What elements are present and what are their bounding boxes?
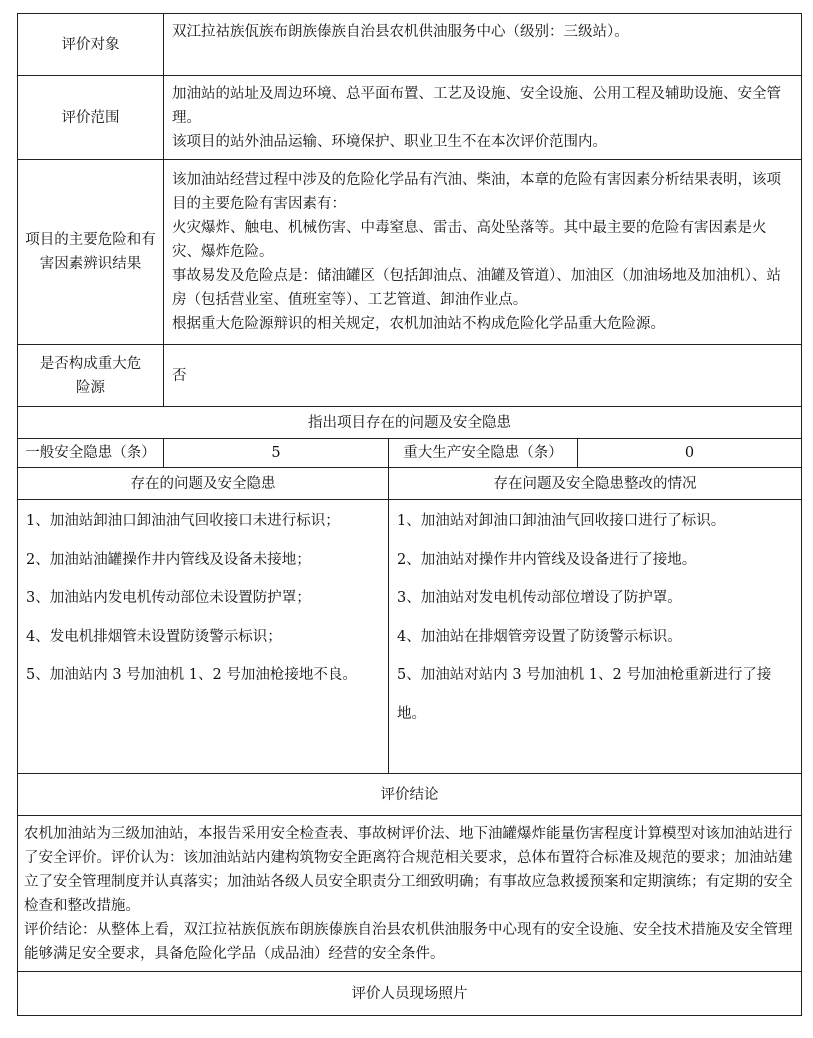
- fix-item: 5、加油站对站内 3 号加油机 1、2 号加油枪重新进行了接地。: [397, 667, 772, 722]
- row-issues: [18, 500, 802, 774]
- hazards-line: 火灾爆炸、触电、机械伤害、中毒窒息、雷击、高处坠落等。其中最主要的危险有害因素是火灾、爆炸危险。: [172, 220, 767, 260]
- scope-label: 评价范围: [18, 76, 164, 160]
- major-hazard-label: 重大生产安全隐患（条）: [389, 439, 578, 467]
- hazards-line: 该加油站经营过程中涉及的危险化学品有汽油、柴油，本章的危险有害因素分析结果表明，该项目的主要危险有害因素有：: [172, 172, 781, 212]
- row-problems-header: [18, 407, 802, 439]
- issue-item: 1、加油站卸油口卸油油气回收接口未进行标识；: [26, 513, 340, 529]
- issues-right-list: [389, 500, 802, 774]
- general-hazard-count: 5: [164, 439, 389, 468]
- major-hazard-count: 0: [684, 445, 695, 461]
- problems-header: 指出项目存在的问题及安全隐患: [18, 407, 802, 439]
- issue-item: 5、加油站内 3 号加油机 1、2 号加油枪接地不良。: [26, 667, 357, 683]
- row-major-source: [18, 345, 802, 407]
- conclusion-content: [18, 816, 802, 972]
- major-source-value: 否: [164, 345, 802, 407]
- scope-line: 加油站的站址及周边环境、总平面布置、工艺及设施、安全设施、公用工程及辅助设施、安全管理。: [172, 85, 781, 126]
- object-value: 双江拉祜族佤族布朗族傣族自治县农机供油服务中心（级别：三级站）。: [164, 14, 802, 76]
- row-counts: [18, 439, 802, 468]
- fix-item: 2、加油站对操作井内管线及设备进行了接地。: [397, 551, 697, 568]
- scope-line: 该项目的站外油品运输、环境保护、职业卫生不在本次评价范围内。: [172, 133, 607, 150]
- scope-content: [164, 76, 802, 160]
- issues-left-header: 存在的问题及安全隐患: [18, 468, 389, 500]
- issue-item: 4、发电机排烟管未设置防烫警示标识；: [26, 628, 282, 645]
- hazards-label: 项目的主要危险和有害因素辨识结果: [18, 160, 164, 345]
- major-hazard-cell: [389, 439, 802, 468]
- row-scope: [18, 76, 802, 160]
- hazards-line: 根据重大危险源辩识的相关规定，农机加油站不构成危险化学品重大危险源。: [172, 316, 665, 332]
- object-label: 评价对象: [18, 14, 164, 76]
- major-source-label: 是否构成重大危险源: [18, 345, 164, 407]
- hazards-content: [164, 160, 802, 345]
- hazards-line: 事故易发及危险点是：储油罐区（包括卸油点、油罐及管道）、加油区（加油场地及加油机）、站房（包括营业室、值班室等）、工艺管道、卸油作业点。: [172, 268, 781, 308]
- issue-item: 3、加油站内发电机传动部位未设置防护罩；: [26, 590, 311, 606]
- row-issues-header: [18, 468, 802, 500]
- row-photos-header: [18, 972, 802, 1016]
- conclusion-line: 评价结论：从整体上看，双江拉祜族佤族布朗族傣族自治县农机供油服务中心现有的安全设施、安全技术措施及安全管理能够满足安全要求，具备危险化学品（成品油）经营的安全条件。: [24, 921, 793, 962]
- issue-item: 2、加油站油罐操作井内管线及设备未接地；: [26, 551, 311, 568]
- general-hazard-label: 一般安全隐患（条）: [18, 439, 164, 468]
- evaluation-table: [17, 13, 802, 1016]
- photos-header: 评价人员现场照片: [18, 972, 802, 1016]
- row-conclusion-header: [18, 774, 802, 816]
- conclusion-header: 评价结论: [18, 774, 802, 816]
- conclusion-line: 农机加油站为三级加油站，本报告采用安全检查表、事故树评价法、地下油罐爆炸能量伤害程度计算模型对该加油站进行了安全评价。评价认为：该加油站站内建构筑物安全距离符合规范相关要求，总体布置符合标准及规范的要求；加油站建立了安全管理制度并认真落实；加油站各级人员安全职责分工细致明确；有事故应急救援预案和定期演练；有定期的安全检查和整改措施。: [24, 825, 793, 914]
- row-conclusion: [18, 816, 802, 972]
- fix-item: 4、加油站在排烟管旁设置了防烫警示标识。: [397, 628, 682, 645]
- issues-left-list: [18, 500, 389, 774]
- evaluation-sheet: [17, 13, 801, 1016]
- row-hazards: [18, 160, 802, 345]
- fix-item: 1、加油站对卸油口卸油油气回收接口进行了标识。: [397, 513, 726, 529]
- row-object: [18, 14, 802, 76]
- fix-item: 3、加油站对发电机传动部位增设了防护罩。: [397, 590, 682, 606]
- issues-right-header: 存在问题及安全隐患整改的情况: [389, 468, 802, 500]
